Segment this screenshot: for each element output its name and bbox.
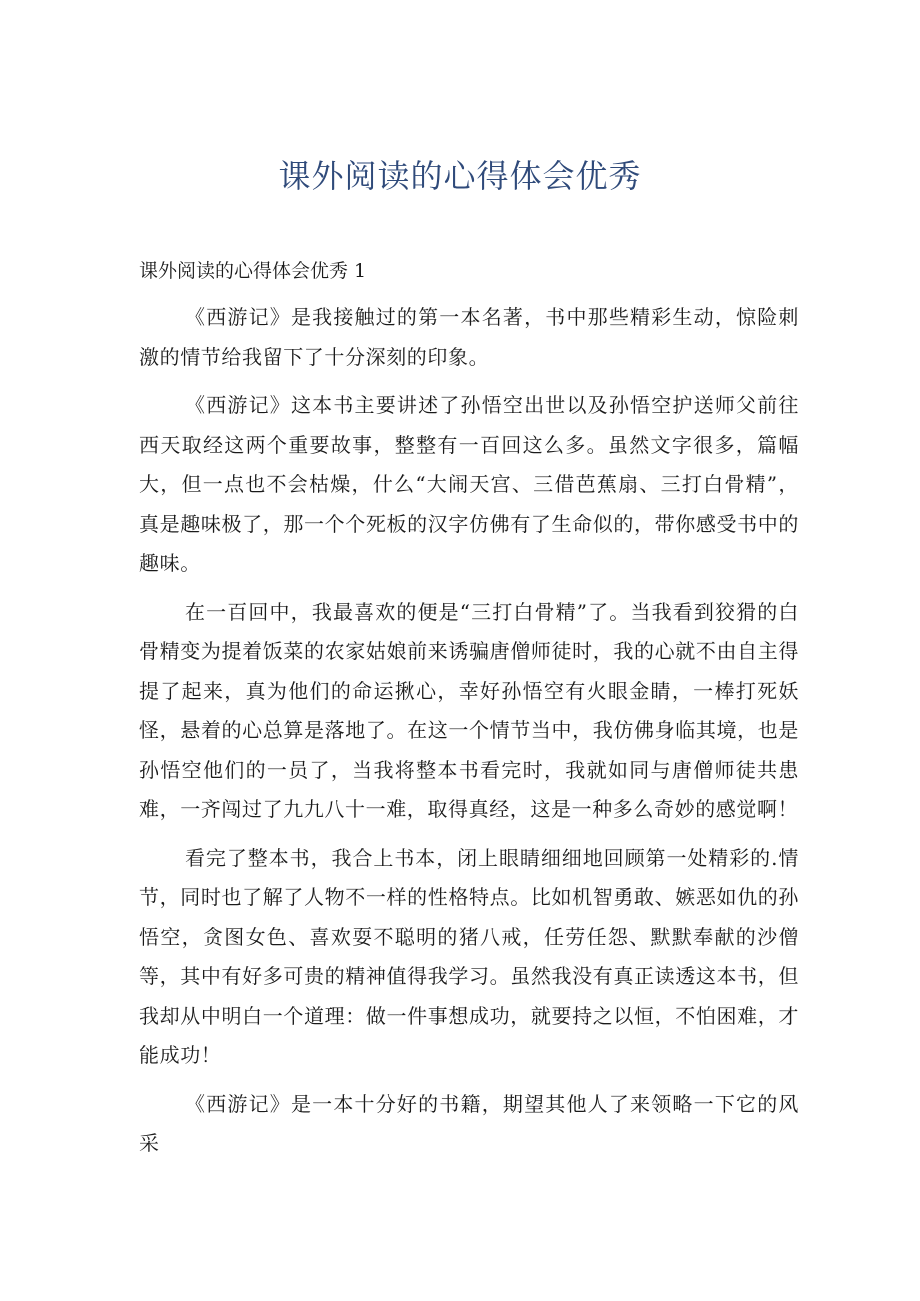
paragraph-4: 看完了整本书，我合上书本，闭上眼睛细细地回顾第一处精彩的.情节，同时也了解了人物不一样的性格特点。比如机智勇敢、嫉恶如仇的孙悟空，贪图女色、喜欢耍不聪明的猪八戒，任劳任怨、默默奉献的沙僧等，其中有好多可贵的精神值得我学习。虽然我没有真正读透这本书，但我却从中明白一个道理：做一件事想成功，就要持之以恒，不怕困难，才能成功！ xyxy=(139,845,799,1067)
section-heading: 课外阅读的心得体会优秀 1 xyxy=(139,260,367,282)
paragraph-3: 在一百回中，我最喜欢的便是“三打白骨精”了。当我看到狡猾的白骨精变为提着饭菜的农家姑娘前来诱骗唐僧师徒时，我的心就不由自主得提了起来，真为他们的命运揪心，幸好孙悟空有火眼金睛，一棒打死妖怪，悬着的心总算是落地了。在这一个情节当中，我仿佛身临其境，也是孙悟空他们的一员了，当我将整本书看完时，我就如同与唐僧师徒共患难，一齐闯过了九九八十一难，取得真经，这是一种多么奇妙的感觉啊！ xyxy=(139,599,799,821)
paragraph-2: 《西游记》这本书主要讲述了孙悟空出世以及孙悟空护送师父前往西天取经这两个重要故事，整整有一百回这么多。虽然文字很多，篇幅大，但一点也不会枯燥，什么“大闹天宫、三借芭蕉扇、三打白骨精”，真是趣味极了，那一个个死板的汉字仿佛有了生命似的，带你感受书中的趣味。 xyxy=(139,393,799,575)
paragraph-1: 《西游记》是我接触过的第一本名著，书中那些精彩生动，惊险刺激的情节给我留下了十分深刻的印象。 xyxy=(139,305,799,369)
paragraph-5: 《西游记》是一本十分好的书籍，期望其他人了来领略一下它的风采 xyxy=(139,1091,799,1155)
document-title: 课外阅读的心得体会优秀 xyxy=(278,157,642,195)
document-body xyxy=(139,298,799,1173)
